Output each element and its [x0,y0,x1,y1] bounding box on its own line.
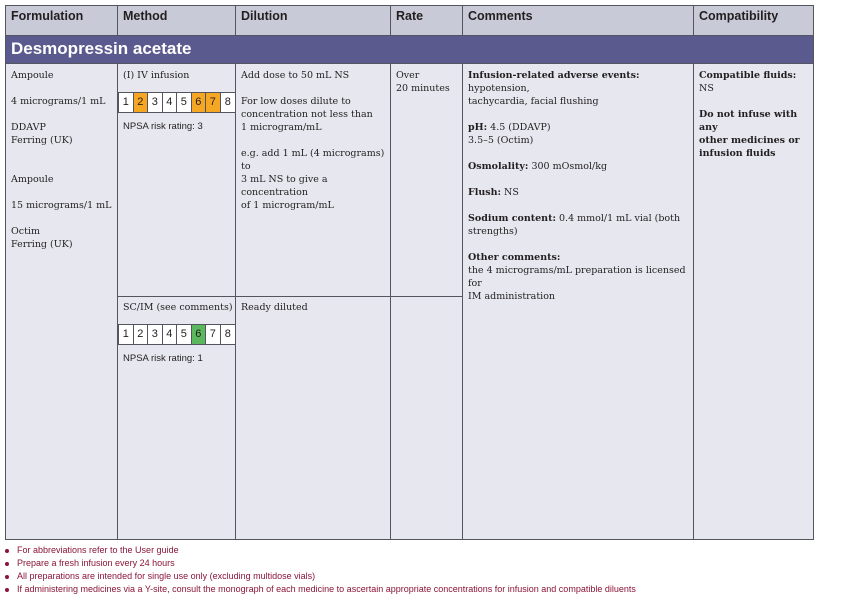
bullet-icon [5,575,9,579]
footnotes [5,544,636,596]
rate-line: Over [396,70,420,81]
bullet-icon [5,549,9,553]
npsa-risk-scale-iv [118,92,236,113]
footnote-text: Prepare a fresh infusion every 24 hours [17,558,175,568]
formulation-type: Ampoule [11,174,54,185]
dilution-line: 3 mL NS to give a concentration [241,174,328,198]
dilution-iv-cell [241,69,388,212]
column-divider [390,5,391,540]
formulation-type: Ampoule [11,70,54,81]
risk-scale-cell: 1 [119,93,134,112]
risk-scale-cell: 7 [206,93,221,112]
adverse-events-label: Infusion-related adverse events: [468,70,640,81]
footnote-item [5,557,636,570]
adverse-events-text: tachycardia, facial flushing [468,96,599,107]
npsa-risk-scale-scim [118,324,236,345]
formulation-brand: Octim [11,226,40,237]
flush-label: Flush: [468,187,502,198]
header-label: Compatibility [699,9,779,23]
column-divider [235,5,236,540]
header-formulation [6,6,117,35]
formulation-manufacturer: Ferring (UK) [11,239,73,250]
column-divider [462,5,463,540]
route-divider [117,296,462,297]
footnote-text: If administering medicines via a Y-site, consult the monograph of each medicine to ascertain appropriate concentrations for infusion and compatible diluents [17,584,636,594]
header-compatibility [694,6,813,35]
dilution-line: of 1 microgram/mL [241,200,334,211]
risk-scale-cell: 4 [163,93,178,112]
header-dilution [236,6,390,35]
comments-cell [468,69,690,303]
dilution-line: concentration not less than [241,109,373,120]
header-rate [391,6,462,35]
footnote-text: All preparations are intended for single use only (excluding multidose vials) [17,571,316,581]
header-label: Rate [396,9,424,23]
drug-title-band [6,36,813,63]
formulation-brand: DDAVP [11,122,46,133]
formulation-strength: 4 micrograms/1 mL [11,96,106,107]
compatible-fluids-label: Compatible fluids: [699,70,797,81]
osmolality-label: Osmolality: [468,161,529,172]
dilution-line: For low doses dilute to [241,96,351,107]
risk-scale-cell: 7 [206,325,221,344]
dilution-line: Add dose to 50 mL NS [241,70,350,81]
method-iv-label: (I) IV infusion [123,70,190,81]
risk-scale-cell: 2 [134,325,149,344]
risk-scale-cell: 3 [148,93,163,112]
header-label: Formulation [11,9,84,23]
sodium-value: 0.4 mmol/1 mL vial (both [555,213,681,224]
risk-scale-cell: 6 [192,93,207,112]
footnote-item [5,583,636,596]
formulation-cell [11,69,114,251]
method-scim-label: SC/IM (see comments) [123,302,233,313]
risk-scale-cell: 8 [224,328,231,340]
ph-value: 3.5–5 (Octim) [468,135,534,146]
compatibility-warning: other medicines or [699,135,800,146]
risk-scale-cell: 4 [163,325,178,344]
risk-scale-cell: 8 [224,96,231,108]
other-comments-text: the 4 micrograms/mL preparation is licensed for [468,265,686,289]
npsa-rating-iv: NPSA risk rating: 3 [123,121,203,132]
flush-value: NS [501,187,519,198]
risk-scale-cell: 2 [134,93,149,112]
risk-scale-cell: 1 [119,325,134,344]
compatibility-warning: Do not infuse with any [699,109,798,133]
header-comments [463,6,693,35]
compatible-fluids-value: NS [699,83,714,94]
compatibility-cell [699,69,811,160]
formulation-manufacturer: Ferring (UK) [11,135,73,146]
column-divider [693,5,694,540]
risk-scale-cell: 5 [177,325,192,344]
osmolality-value: 300 mOsmol/kg [528,161,608,172]
row-divider [5,63,814,64]
column-divider [117,5,118,540]
bullet-icon [5,588,9,592]
ph-value: 4.5 (DDAVP) [487,122,551,133]
footnote-text: For abbreviations refer to the User guide [17,545,179,555]
header-label: Dilution [241,9,288,23]
dilution-scim-cell: Ready diluted [241,302,308,313]
header-label: Comments [468,9,533,23]
header-method [118,6,235,35]
footnote-item [5,544,636,557]
npsa-rating-scim: NPSA risk rating: 1 [123,353,203,364]
other-comments-text: IM administration [468,291,556,302]
compatibility-warning: infusion fluids [699,148,776,159]
dilution-line: 1 microgram/mL [241,122,322,133]
sodium-label: Sodium content: [468,213,556,224]
adverse-events-text: hypotension, [468,83,530,94]
other-comments-label: Other comments: [468,252,561,263]
header-label: Method [123,9,168,23]
rate-line: 20 minutes [396,83,450,94]
formulation-strength: 15 micrograms/1 mL [11,200,112,211]
drug-title: Desmopressin acetate [11,39,192,58]
risk-scale-cell: 3 [148,325,163,344]
rate-cell [396,69,460,95]
ph-label: pH: [468,122,488,133]
footnote-item [5,570,636,583]
dilution-line: e.g. add 1 mL (4 micrograms) to [241,148,385,172]
bullet-icon [5,562,9,566]
risk-scale-cell: 6 [192,325,207,344]
sodium-value: strengths) [468,226,518,237]
risk-scale-cell: 5 [177,93,192,112]
